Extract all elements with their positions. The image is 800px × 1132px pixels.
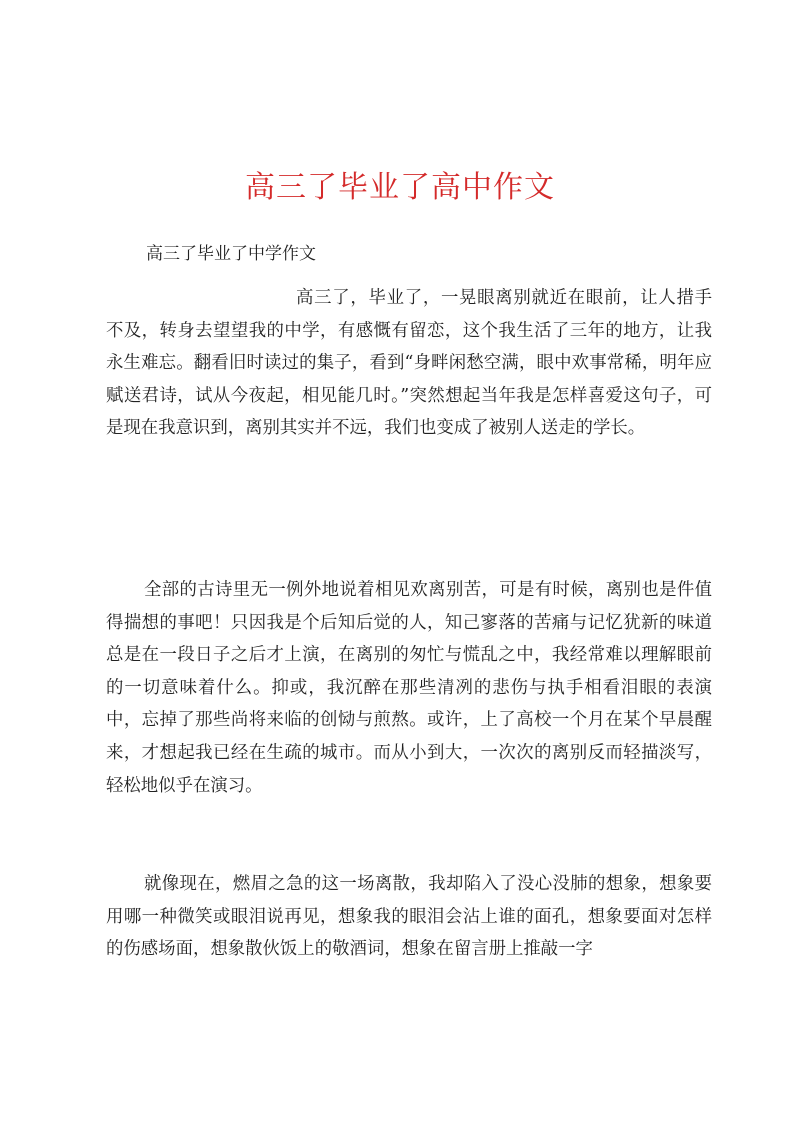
paragraph-2: 全部的古诗里无一例外地说着相见欢离别苦，可是有时候，离别也是件值得揣想的事吧！只因我是个后知后觉的人，知己寥落的苦痛与记忆犹新的味道总是在一段日子之后才上演，在离别的匆忙与慌乱之中，我经常难以理解眼前的一切意味着什么。抑或，我沉醉在那些清冽的悲伤与执手相看泪眼的表演中，忘掉了那些尚将来临的创恸与煎熬。或许，上了高校一个月在某个早晨醒来，才想起我已经在生疏的城市。而从小到大，一次次的离别反而轻描淡写，轻松地似乎在演习。 xyxy=(106,580,712,796)
document-title: 高三了毕业了高中作文 xyxy=(245,170,555,205)
paragraph-3: 就像现在，燃眉之急的这一场离散，我却陷入了没心没肺的想象，想象要用哪一种微笑或眼泪说再见，想象我的眼泪会沾上谁的面孔，想象要面对怎样的伤感场面，想象散伙饭上的敬酒词，想象在留言册上推敲一字 xyxy=(106,874,712,960)
paragraph-1: 高三了，毕业了，一晃眼离别就近在眼前，让人措手不及，转身去望望我的中学，有感慨有留恋，这个我生活了三年的地方，让我永生难忘。翻看旧时读过的集子，看到“身畔闲愁空满，眼中欢事常稀，明年应赋送君诗，试从今夜起，相见能几时。”突然想起当年我是怎样喜爱这句子，可是现在我意识到，离别其实并不远，我们也变成了被别人送走的学长。 xyxy=(106,288,712,439)
document-subtitle: 高三了毕业了中学作文 xyxy=(146,244,316,264)
